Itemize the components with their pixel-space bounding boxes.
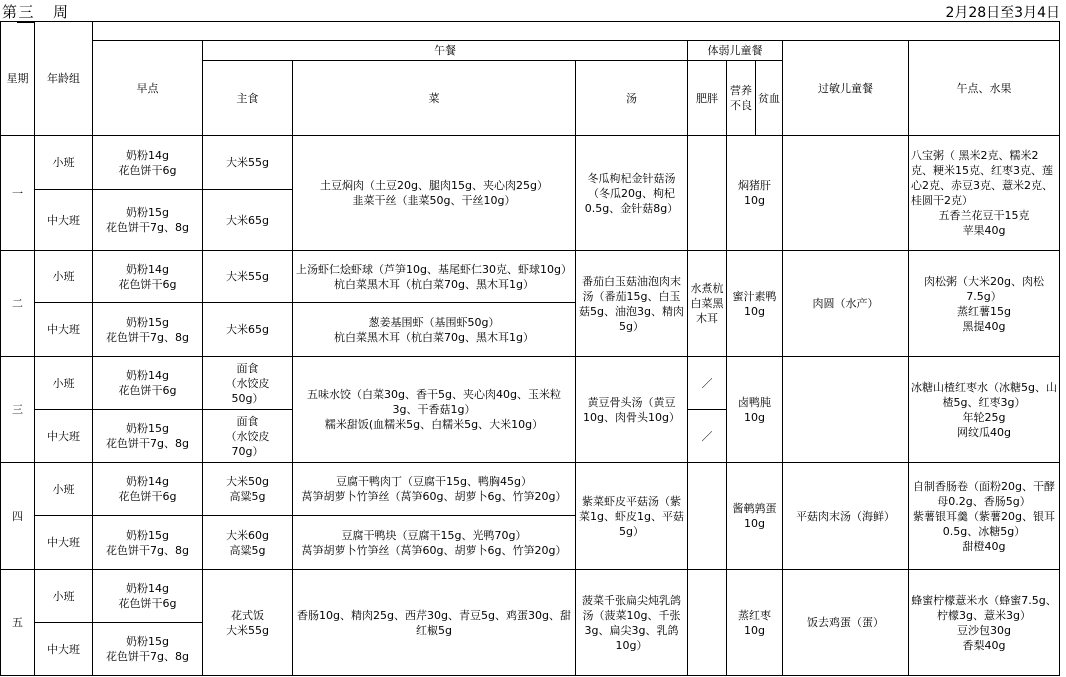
breakfast-cell: 奶粉14g 花色饼干6g [93, 570, 203, 623]
staple-cell: 大米55g [203, 251, 293, 303]
date-range: 2月28日至3月4日 [945, 5, 1060, 21]
header-malnutrition: 营养不良 [727, 61, 756, 136]
weekday-cell: 二 [1, 251, 35, 357]
obese-cell: ／ [688, 410, 727, 463]
dish-cell: 五味水饺（白菜30g、香干5g、夹心肉40g、玉米粒3g、干香菇1g） 糯米甜饭(血糯米5g、白糯米5g、大米10g） [293, 357, 576, 463]
breakfast-cell: 奶粉15g 花色饼干7g、8g [93, 516, 203, 570]
header-breakfast: 早点 [93, 41, 203, 136]
obese-cell: 水煮杭白菜黑木耳 [688, 251, 727, 357]
breakfast-cell: 奶粉15g 花色饼干7g、8g [93, 623, 203, 676]
dish-cell: 上汤虾仁烩虾球（芦笋10g、基尾虾仁30克、虾球10g） 杭白菜黑木耳（杭白菜70g、黑木耳1g） [293, 251, 576, 303]
breakfast-cell: 奶粉14g 花色饼干6g [93, 357, 203, 410]
week-prefix: 第 [2, 3, 18, 21]
staple-cell: 面食 （水饺皮 50g） [203, 357, 293, 410]
soup-cell: 冬瓜枸杞金针菇汤（冬瓜20g、枸杞0.5g、金针菇8g） [576, 136, 688, 251]
snack-cell: 冰糖山楂红枣水（冰糖5g、山楂5g、红枣3g） 年轮25g 网纹瓜40g [909, 357, 1060, 463]
breakfast-cell: 奶粉15g 花色饼干7g、8g [93, 410, 203, 463]
obese-cell [688, 570, 727, 676]
header-weak-meal: 体弱儿童餐 [688, 41, 783, 61]
header-staple: 主食 [203, 61, 293, 136]
header-age-group: 年龄组 [35, 22, 93, 136]
day3-row-small [1, 357, 1060, 410]
dish-cell: 土豆焖肉（土豆20g、腿肉15g、夹心肉25g） 韭菜干丝（韭菜50g、干丝10g） [293, 136, 576, 251]
header-obese: 肥胖 [688, 61, 727, 136]
soup-cell: 番茄白玉菇油泡肉末汤（番茄15g、白玉菇5g、油泡3g、精肉5g） [576, 251, 688, 357]
breakfast-cell: 奶粉14g 花色饼干6g [93, 136, 203, 190]
dish-cell: 豆腐干鸭块（豆腐干15g、光鸭70g） 莴笋胡萝卜竹笋丝（莴笋60g、胡萝卜6g、竹笋20g） [293, 516, 576, 570]
week-suffix: 周 [53, 3, 69, 21]
anemia-cell: 蜜汁素鸭 10g [727, 251, 783, 357]
snack-cell: 自制香肠卷（面粉20g、干酵母0.2g、香肠5g） 紫薯银耳羹（紫薯20g、银耳0.5g、冰糖5g） 甜橙40g [909, 463, 1060, 570]
staple-cell: 花式饭 大米55g [203, 570, 293, 676]
header-dish: 菜 [293, 61, 576, 136]
soup-cell: 菠菜千张扁尖炖乳鸽汤（菠菜10g、千张3g、扁尖3g、乳鸽10g） [576, 570, 688, 676]
staple-cell: 大米50g 高粱5g [203, 463, 293, 516]
sheet-header [0, 0, 1066, 21]
header-blank [93, 22, 1060, 41]
weekday-cell: 一 [1, 136, 35, 251]
age-group-cell: 中大班 [35, 410, 93, 463]
header-allergy: 过敏儿童餐 [783, 41, 909, 136]
dish-cell: 香肠10g、精肉25g、西芹30g、青豆5g、鸡蛋30g、甜红椒5g [293, 570, 576, 676]
staple-cell: 大米65g [203, 190, 293, 251]
header-weekday: 星期 [1, 22, 35, 136]
weekday-cell: 三 [1, 357, 35, 463]
snack-cell: 八宝粥（ 黑米2克、糯米2克、粳米15克、红枣3克、莲心2克、赤豆3克、薏米2克、桂圆干2克） 五香兰花豆干15克 苹果40g [909, 136, 1060, 251]
soup-cell: 紫菜虾皮平菇汤（紫菜1g、虾皮1g、平菇5g） [576, 463, 688, 570]
staple-cell: 面食 （水饺皮 70g） [203, 410, 293, 463]
age-group-cell: 中大班 [35, 516, 93, 570]
age-group-cell: 小班 [35, 463, 93, 516]
allergy-cell [783, 357, 909, 463]
age-group-cell: 小班 [35, 357, 93, 410]
age-group-cell: 中大班 [35, 623, 93, 676]
anemia-cell: 酱鹌鹑蛋 10g [727, 463, 783, 570]
day1-row-small [1, 136, 1060, 190]
age-group-cell: 小班 [35, 570, 93, 623]
menu-table [0, 21, 1060, 676]
dish-cell: 豆腐干鸭肉丁（豆腐干15g、鸭胸45g） 莴笋胡萝卜竹笋丝（莴笋60g、胡萝卜6g、竹笋20g） [293, 463, 576, 516]
week-blank [35, 3, 53, 22]
breakfast-cell: 奶粉14g 花色饼干6g [93, 463, 203, 516]
staple-cell: 大米55g [203, 136, 293, 190]
header-snack-fruit: 午点、水果 [909, 41, 1060, 136]
dish-cell: 葱姜基围虾（基围虾50g） 杭白菜黑木耳（杭白菜70g、黑木耳1g） [293, 303, 576, 357]
breakfast-cell: 奶粉15g 花色饼干7g、8g [93, 190, 203, 251]
obese-cell [688, 136, 727, 251]
anemia-cell: 焖猪肝 10g [727, 136, 783, 251]
breakfast-cell: 奶粉15g 花色饼干7g、8g [93, 303, 203, 357]
obese-cell [688, 463, 727, 570]
allergy-cell: 肉圆（水产） [783, 251, 909, 357]
staple-cell: 大米65g [203, 303, 293, 357]
age-group-cell: 小班 [35, 136, 93, 190]
breakfast-cell: 奶粉14g 花色饼干6g [93, 251, 203, 303]
anemia-cell: 蒸红枣 10g [727, 570, 783, 676]
weekday-cell: 四 [1, 463, 35, 570]
snack-cell: 肉松粥（大米20g、肉松7.5g） 蒸红薯15g 黑提40g [909, 251, 1060, 357]
allergy-cell [783, 136, 909, 251]
day4-row-small [1, 463, 1060, 516]
allergy-cell: 平菇肉末汤（海鲜） [783, 463, 909, 570]
snack-cell: 蜂蜜柠檬薏米水（蜂蜜7.5g、柠檬3g、薏米3g） 豆沙包30g 香梨40g [909, 570, 1060, 676]
allergy-cell: 饭去鸡蛋（蛋） [783, 570, 909, 676]
header-anemia: 贫血 [756, 61, 783, 136]
age-group-cell: 小班 [35, 251, 93, 303]
weekday-cell: 五 [1, 570, 35, 676]
week-label [2, 1, 68, 23]
age-group-cell: 中大班 [35, 303, 93, 357]
obese-cell: ／ [688, 357, 727, 410]
anemia-cell: 卤鸭肫 10g [727, 357, 783, 463]
week-number: 三 [18, 3, 34, 21]
day5-row-small [1, 570, 1060, 623]
age-group-cell: 中大班 [35, 190, 93, 251]
day2-row-small [1, 251, 1060, 303]
soup-cell: 黄豆骨头汤（黄豆10g、肉骨头10g） [576, 357, 688, 463]
staple-cell: 大米60g 高粱5g [203, 516, 293, 570]
header-lunch: 午餐 [203, 41, 688, 61]
header-soup: 汤 [576, 61, 688, 136]
